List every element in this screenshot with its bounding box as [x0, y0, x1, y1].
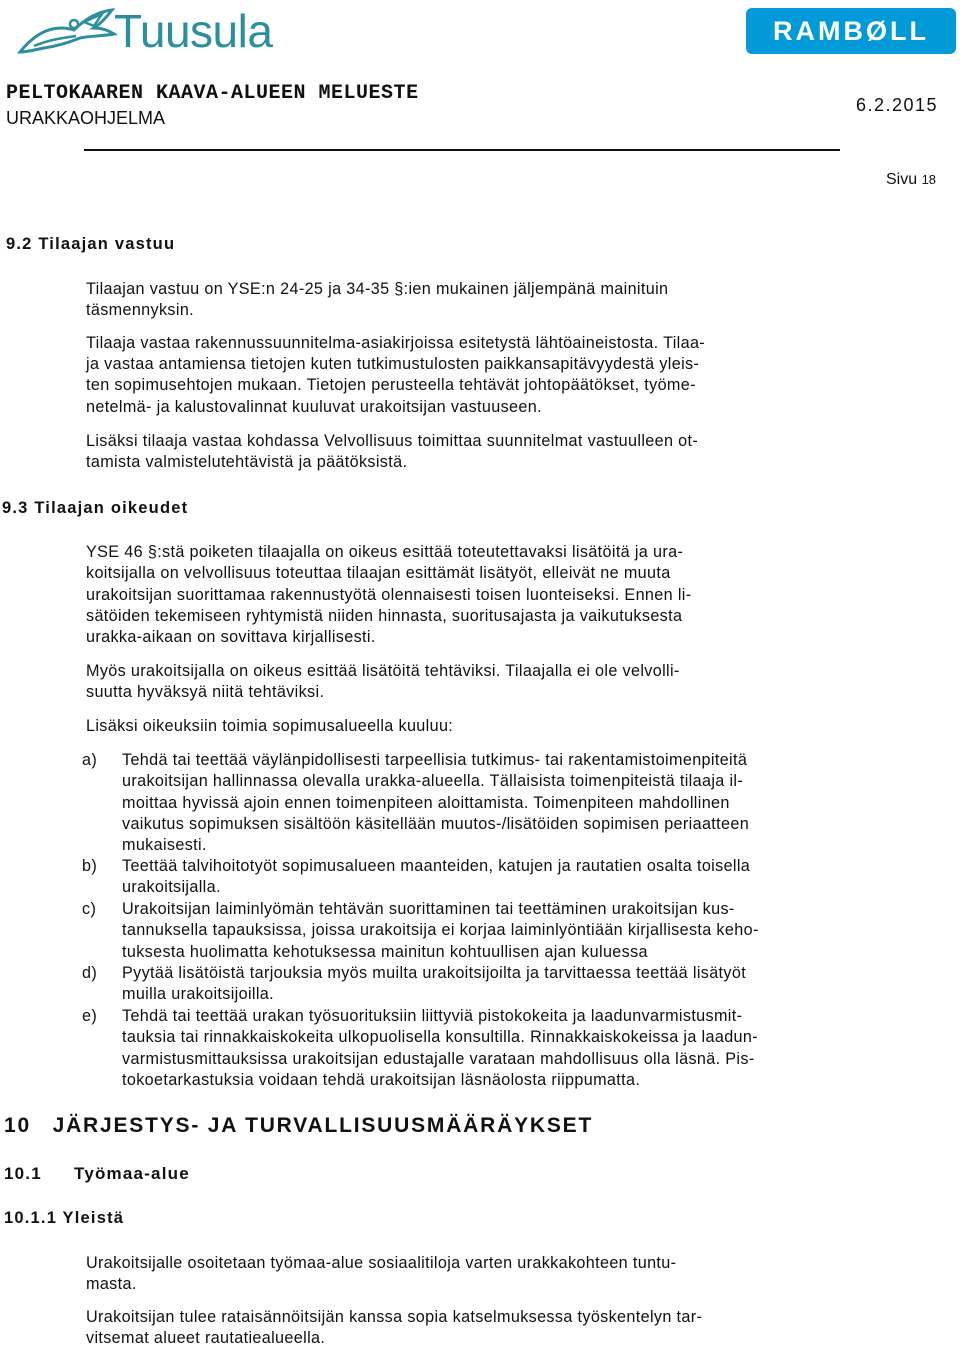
subsection-heading — [4, 1163, 190, 1184]
list-item-line: tuksesta huolimatta kehotuksessa mainitun kohtuullisen ajan kuluessa — [122, 943, 648, 961]
tuusula-logo-text: Tuusula — [114, 5, 273, 57]
paragraph-line: ten sopimusehtojen mukaan. Tietojen perusteella tehtävät johtopäätökset, työme- — [86, 376, 696, 394]
document-title: PELTOKAAREN KAAVA-ALUEEN MELUESTE — [6, 82, 419, 105]
list-item-line: varmistusmittauksissa urakoitsijan edustajalle varataan mahdollisuus olla läsnä. Pis- — [122, 1050, 755, 1068]
list-item-line: tauksia tai rinnakkaiskokeita ulkopuolisella konsultilla. Rinnakkaiskokeissa ja laadun- — [122, 1028, 759, 1046]
list-item-line: tokoetarkastuksia voidaan tehdä urakoitsijan läsnäolosta riippumatta. — [122, 1071, 641, 1089]
section-heading: 9.3 Tilaajan oikeudet — [2, 499, 189, 517]
list-item-label: b) — [82, 857, 98, 875]
list-item-label: e) — [82, 1007, 98, 1025]
list-item-label: a) — [82, 751, 98, 769]
paragraph-line: vitsemat alueet rautatiealueella. — [86, 1329, 326, 1347]
list-item-line: Urakoitsijan laiminlyömän tehtävän suorittaminen tai teettäminen urakoitsijan kus- — [122, 900, 735, 918]
section-heading: 9.2 Tilaajan vastuu — [6, 235, 176, 253]
paragraph-line: Lisäksi tilaaja vastaa kohdassa Velvollisuus toimittaa suunnitelmat vastuulleen ot- — [86, 432, 699, 450]
paragraph-line: Urakoitsijan tulee rataisännöitsijän kanssa sopia katselmuksessa työskentelyn tar- — [86, 1308, 703, 1326]
list-item-line: urakoitsijalla. — [122, 878, 221, 896]
list-item-line: mukaisesti. — [122, 836, 207, 854]
list-item-line: Tehdä tai teettää urakan työsuorituksiin liittyviä pistokokeita ja laadunvarmistusmit- — [122, 1007, 743, 1025]
document-date: 6.2.2015 — [856, 95, 939, 115]
list-item-line: moittaa hyvissä ajoin ennen toimenpiteen aloittamista. Toimenpiteen mahdollinen — [122, 794, 730, 812]
subsubsection-heading: 10.1.1 Yleistä — [4, 1209, 125, 1227]
page-number-value: 18 — [921, 172, 937, 187]
page-number — [886, 170, 936, 190]
paragraph-line: tamista valmistelutehtävistä ja päätöksistä. — [86, 453, 408, 471]
paragraph-line: urakoitsijan suorittamaa rakennustyötä olennaisesti toisen luonteiseksi. Ennen li- — [86, 586, 692, 604]
list-item-line: Teettää talvihoitotyöt sopimusalueen maanteiden, katujen ja rautatien osalta toisella — [122, 857, 751, 875]
paragraph-line: Lisäksi oikeuksiin toimia sopimusalueella kuuluu: — [86, 717, 454, 735]
paragraph-line: Tilaajan vastuu on YSE:n 24-25 ja 34-35 §:ien mukainen jäljempänä mainituin — [86, 280, 669, 298]
ramboll-logo — [746, 8, 956, 54]
header-divider — [84, 149, 840, 151]
list-item-line: muilla urakoitsijoilla. — [122, 985, 274, 1003]
paragraph-line: suutta hyväksyä niitä tehtäviksi. — [86, 683, 325, 701]
document-subtitle: URAKKAOHJELMA — [6, 108, 166, 128]
paragraph-line: ja vastaa antamiensa tietojen kuten tutkimustulosten paikkansapitävyydestä yleis- — [86, 355, 700, 373]
list-item-line: tannuksella tapauksissa, joissa urakoitsija ei korjaa laiminlyöntiään kirjallisesta keho- — [122, 921, 759, 939]
paragraph-line: YSE 46 §:stä poiketen tilaajalla on oikeus esittää toteutettavaksi lisätöitä ja ura- — [86, 543, 684, 561]
subsection-title: Työmaa-alue — [74, 1164, 190, 1183]
paragraph-line: netelmä- ja kalustovalinnat kuuluvat urakoitsijan vastuuseen. — [86, 398, 542, 416]
list-item-label: d) — [82, 964, 98, 982]
paragraph-line: sätöiden tekemiseen ryhtymistä niiden hinnasta, suoritusajasta ja vaikutuksesta — [86, 607, 683, 625]
list-item-line: Tehdä tai teettää väylänpidollisesti tarpeellisia tutkimus- tai rakentamistoimenpiteitä — [122, 751, 748, 769]
paragraph-line: Urakoitsijalle osoitetaan työmaa-alue sosiaalitiloja varten urakkakohteen tuntu- — [86, 1254, 677, 1272]
ramboll-logo-text: RAMBØLL — [773, 16, 929, 46]
chapter-title: JÄRJESTYS- JA TURVALLISUUSMÄÄRÄYKSET — [52, 1114, 594, 1137]
paragraph-line: täsmennyksin. — [86, 301, 195, 319]
list-item-label: c) — [82, 900, 97, 918]
paragraph-line: koitsijalla on velvollisuus toteuttaa tilaajan esittämät lisätyöt, elleivät ne muuta — [86, 564, 671, 582]
chapter-heading — [4, 1113, 593, 1139]
paragraph-line: Tilaaja vastaa rakennussuunnitelma-asiakirjoissa esitetystä lähtöaineistosta. Tilaa- — [86, 334, 706, 352]
tuusula-logo — [14, 2, 294, 60]
tuusula-emblem-icon — [14, 2, 124, 60]
list-item-line: vaikutus sopimuksen sisältöön käsitellään muutos-/lisätöiden sopimisen periaatteen — [122, 815, 750, 833]
list-item-line: Pyytää lisätöistä tarjouksia myös muilta urakoitsijoilta ja tarvittaessa teettää lisätyöt — [122, 964, 747, 982]
chapter-number: 10 — [4, 1114, 31, 1137]
paragraph-line: Myös urakoitsijalla on oikeus esittää lisätöitä tehtäviksi. Tilaajalla ei ole velvolli- — [86, 662, 680, 680]
paragraph-line: urakka-aikaan on sovittava kirjallisesti. — [86, 628, 376, 646]
paragraph-line: masta. — [86, 1275, 137, 1293]
page-label: Sivu — [886, 171, 918, 188]
list-item-line: urakoitsijan hallinnassa olevalla urakka-alueella. Tällaisista toimenpiteistä tilaaja il- — [122, 772, 744, 790]
subsection-number: 10.1 — [4, 1164, 42, 1183]
